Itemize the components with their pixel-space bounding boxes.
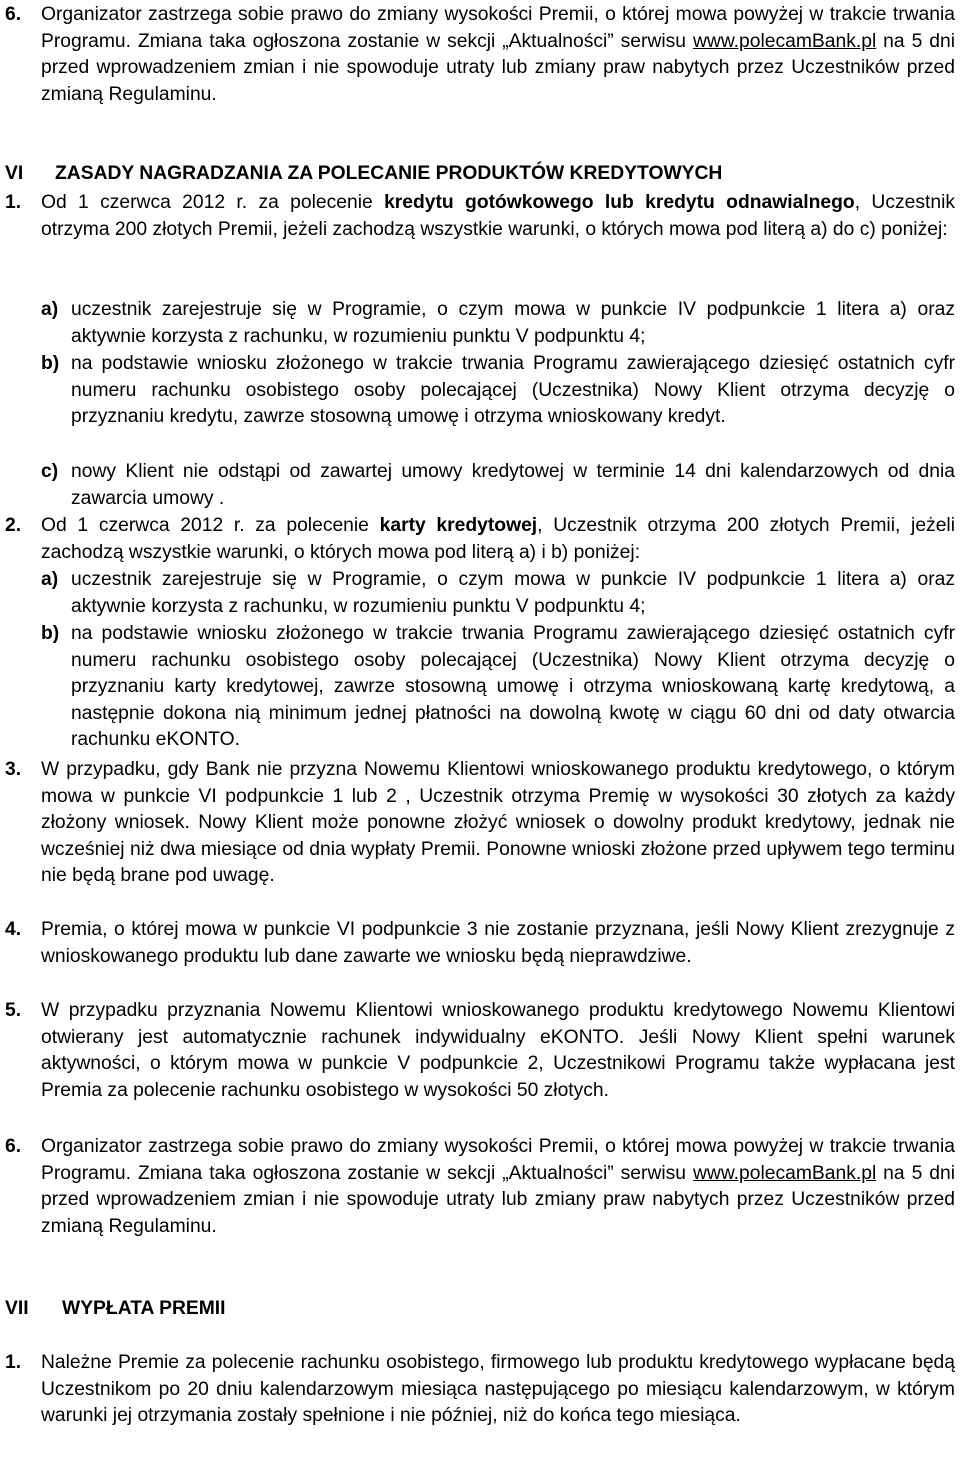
section-title: WYPŁATA PREMII: [62, 1298, 226, 1319]
polecambank-link[interactable]: www.polecamBank.pl: [692, 30, 877, 52]
section-number: VI: [5, 163, 24, 184]
item-number: 3.: [5, 759, 22, 780]
item-text: Należne Premie za polecenie rachunku osobistego, firmowego lub produktu kredytowego wypłacane będą Uczestnikom po 20 dniu kalendarzowym miesiąca następującego po miesiącu kalendarzowym, w którym warunki jej otrzymania zostały spełnione i nie później, niż do końca tego miesiąca.: [41, 1352, 955, 1427]
section-title: ZASADY NAGRADZANIA ZA POLECANIE PRODUKTÓW KREDYTOWYCH: [55, 163, 723, 184]
sub-text: uczestnik zarejestruje się w Programie, o czym mowa w punkcie IV podpunkcie 1 litera a) oraz aktywnie korzysta z rachunku, w rozumieniu punktu V podpunktu 4;: [71, 569, 955, 617]
sub-label: c): [41, 461, 59, 482]
sub-label: a): [41, 299, 59, 320]
sub-text: na podstawie wniosku złożonego w trakcie trwania Programu zawierającego dziesięć ostatnich cyfr numeru rachunku osobistego osoby polecającej (Uczestnika) Nowy Klient otrzyma decyzję o przyznaniu kredytu, zawrze stosowną umowę i otrzyma wnioskowany kredyt.: [71, 353, 955, 428]
sub-text: nowy Klient nie odstąpi od zawartej umowy kredytowej w terminie 14 dni kalendarzowych od dnia zawarcia umowy .: [71, 461, 955, 509]
item-text: Od 1 czerwca 2012 r. za polecenie karty kredytowej, Uczestnik otrzyma 200 złotych Premii, jeżeli zachodzą wszystkie warunki, o których mowa pod literą a) i b) poniżej:: [41, 515, 955, 563]
sub-label: a): [41, 569, 59, 590]
item-text: Organizator zastrzega sobie prawo do zmiany wysokości Premii, o której mowa powyżej w trakcie trwania Programu. Zmiana taka ogłoszona zostanie w sekcji „Aktualności” serwisu www.polecamBank.pl na 5 dni przed wprowadzeniem zmian i nie spowoduje utraty lub zmiany praw nabytych przez Uczestników przed zmianą Regulaminu.: [41, 1136, 955, 1237]
sub-label: b): [41, 353, 60, 374]
item-number: 4.: [5, 919, 22, 940]
section-number: VII: [5, 1298, 29, 1319]
sub-text: na podstawie wniosku złożonego w trakcie trwania Programu zawierającego dziesięć ostatnich cyfr numeru rachunku osobistego osoby polecającej (Uczestnika) Nowy Klient otrzyma decyzję o przyznaniu karty kredytowej, zawrze stosowną umowę i otrzyma wnioskowaną kartę kredytową, a następnie dokona nią minimum jednej płatności na dowolną kwotę w ciągu 60 dni od daty otwarcia rachunku eKONTO.: [71, 623, 955, 751]
item-number: 2.: [5, 515, 22, 536]
item-number: 6.: [5, 1136, 22, 1157]
item-number: 1.: [5, 1352, 22, 1373]
item-text: Od 1 czerwca 2012 r. za polecenie kredytu gotówkowego lub kredytu odnawialnego, Uczestnik otrzyma 200 złotych Premii, jeżeli zachodzą wszystkie warunki, o których mowa pod literą a) do c) poniżej:: [41, 192, 955, 240]
item-text: Organizator zastrzega sobie prawo do zmiany wysokości Premii, o której mowa powyżej w trakcie trwania Programu. Zmiana taka ogłoszona zostanie w sekcji „Aktualności” serwisu www.polecamBank.pl na 5 dni przed wprowadzeniem zmian i nie spowoduje utraty lub zmiany praw nabytych przez Uczestników przed zmianą Regulaminu.: [41, 4, 955, 105]
item-text: Premia, o której mowa w punkcie VI podpunkcie 3 nie zostanie przyznana, jeśli Nowy Klient zrezygnuje z wnioskowanego produktu lub dane zawarte we wniosku będą nieprawdziwe.: [41, 919, 955, 967]
item-number: 5.: [5, 1000, 22, 1021]
polecambank-link[interactable]: www.polecamBank.pl: [692, 1162, 877, 1184]
sub-label: b): [41, 623, 60, 644]
item-text: W przypadku, gdy Bank nie przyzna Nowemu Klientowi wnioskowanego produktu kredytowego, o którym mowa w punkcie VI podpunkcie 1 lub 2 , Uczestnik otrzyma Premię w wysokości 30 złotych za każdy złożony wniosek. Nowy Klient może ponowne złożyć wniosek o dowolny produkt kredytowy, jednak nie wcześniej niż dwa miesiące od dnia wypłaty Premii. Ponowne wnioski złożone przed upływem tego terminu nie będą brane pod uwagę.: [41, 759, 955, 887]
item-number: 1.: [5, 192, 22, 213]
sub-text: uczestnik zarejestruje się w Programie, o czym mowa w punkcie IV podpunkcie 1 litera a) oraz aktywnie korzysta z rachunku, w rozumieniu punktu V podpunktu 4;: [71, 299, 955, 347]
item-number: 6.: [5, 4, 22, 25]
item-text: W przypadku przyznania Nowemu Klientowi wnioskowanego produktu kredytowego Nowemu Klientowi otwierany jest automatycznie rachunek indywidualny eKONTO. Jeśli Nowy Klient spełni warunek aktywności, o którym mowa w punkcie V podpunkcie 2, Uczestnikowi Programu także wypłacana jest Premia za polecenie rachunku osobistego w wysokości 50 złotych.: [41, 1000, 955, 1101]
